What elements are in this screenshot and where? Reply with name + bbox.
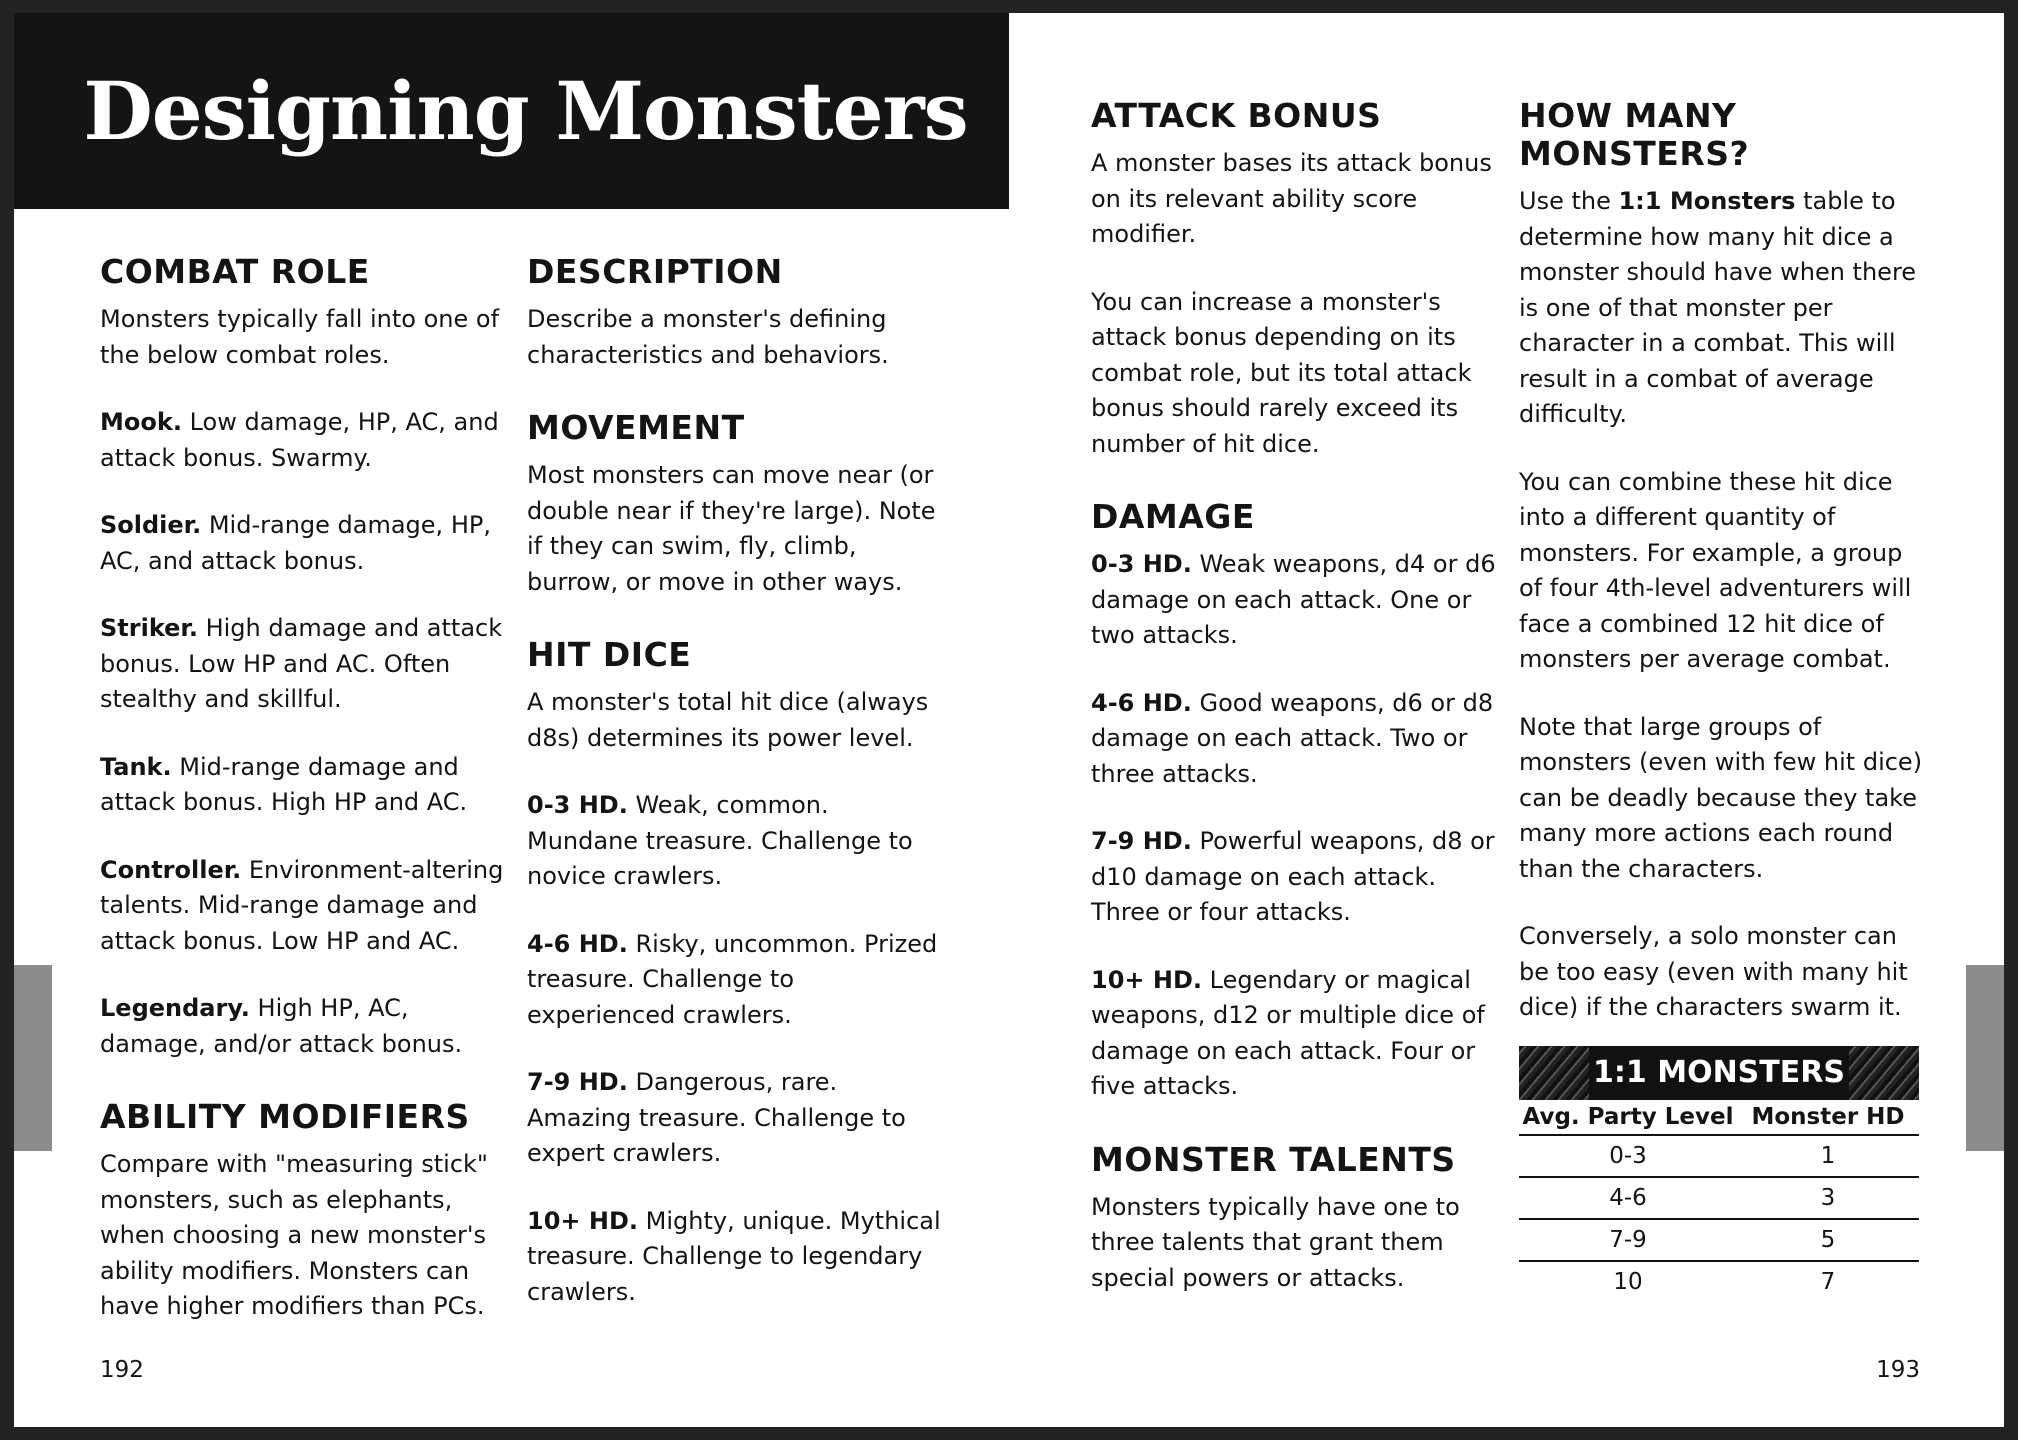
banner-texture [1519,1046,1589,1100]
page-title: Designing Monsters [83,64,968,158]
movement-heading: MOVEMENT [527,408,745,447]
damage-tier: 7-9 HD. Powerful weapons, d8 or d10 damage on each attack. Three or four attacks. [1091,827,1495,926]
right-page-number: 193 [1876,1357,1920,1383]
right-column-2 [1519,97,1929,1302]
role-item: Legendary. High HP, AC, damage, and/or attack bonus. [100,994,463,1058]
table-row [1519,1136,1919,1178]
damage-heading: DAMAGE [1091,497,1255,536]
monster-talents-text: Monsters typically have one to three talents that grant them special powers or attacks. [1091,1192,1460,1292]
monster-talents-heading: MONSTER TALENTS [1091,1139,1456,1179]
right-page [1009,13,2004,1427]
table-cell: 1 [1820,1142,1836,1169]
table-row [1519,1262,1919,1302]
combat-role-heading: COMBAT ROLE [100,252,370,291]
combat-role-intro: Monsters typically fall into one of the below combat roles. [100,305,500,369]
attack-bonus-text: A monster bases its attack bonus on its relevant ability score modifier. [1091,149,1492,248]
table-header-cell: Avg. Party Level [1522,1103,1734,1130]
role-item: Mook. Low damage, HP, AC, and attack bonus. Swarmy. [100,408,499,472]
table-cell: 4-6 [1609,1184,1647,1211]
table-cell: 7 [1820,1268,1836,1295]
right-thumb-tab [1966,965,2004,1151]
table-cell: 0-3 [1609,1142,1647,1169]
table-header-cell: Monster HD [1751,1103,1905,1130]
movement-text: Most monsters can move near (or double near if they're large). Note if they can swim, fly, climb, burrow, or move in other ways. [527,461,936,596]
ability-modifiers-heading: ABILITY MODIFIERS [100,1097,470,1136]
left-page-number: 192 [100,1357,144,1383]
how-many-text: Conversely, a solo monster can be too easy (even with many hit dice) if the characters swarm it. [1519,922,1908,1021]
hit-dice-heading: HIT DICE [527,635,692,674]
role-item: Soldier. Mid-range damage, HP, AC, and attack bonus. [100,511,491,575]
table-cell: 3 [1820,1184,1836,1211]
left-page [14,13,1009,1427]
description-text: Describe a monster's defining characteristics and behaviors. [527,305,889,369]
table-cell: 10 [1613,1268,1643,1295]
title-band [14,13,1009,209]
hit-dice-tier: 4-6 HD. Risky, uncommon. Prized treasure. Challenge to experienced crawlers. [527,929,938,1029]
table-title-banner [1519,1046,1919,1100]
ability-modifiers-text: Compare with "measuring stick" monsters, such as elephants, when choosing a new monster's ability modifiers. Monsters can have higher modifiers than PCs. [100,1150,488,1320]
hit-dice-tier: 10+ HD. Mighty, unique. Mythical treasure. Challenge to legendary crawlers. [527,1206,941,1306]
role-item: Striker. High damage and attack bonus. Low HP and AC. Often stealthy and skillful. [100,614,503,713]
table-row [1519,1178,1919,1220]
damage-tier: 4-6 HD. Good weapons, d6 or d8 damage on each attack. Two or three attacks. [1091,688,1494,788]
table-cell: 7-9 [1609,1226,1647,1253]
damage-tier: 10+ HD. Legendary or magical weapons, d12 or multiple dice of damage on each attack. Four or five attacks. [1091,965,1485,1100]
table-header-row [1519,1100,1919,1136]
banner-texture [1849,1046,1919,1100]
role-item: Tank. Mid-range damage and attack bonus. High HP and AC. [100,752,468,816]
attack-bonus-heading: ATTACK BONUS [1091,96,1382,135]
table-row [1519,1220,1919,1262]
monsters-table [1519,1046,1919,1302]
attack-bonus-text: You can increase a monster's attack bonus depending on its combat role, but its total attack bonus should rarely exceed its number of hit dice. [1091,287,1472,458]
table-cell: 5 [1820,1226,1836,1253]
role-item: Controller. Environment-altering talents. Mid-range damage and attack bonus. Low HP and AC. [100,855,504,955]
description-heading: DESCRIPTION [527,252,783,291]
how-many-text: You can combine these hit dice into a different quantity of monsters. For example, a group of four 4th-level adventurers will face a combined 12 hit dice of monsters per average combat. [1519,467,1912,673]
table-title: 1:1 MONSTERS [1593,1054,1845,1090]
how-many-text: Note that large groups of monsters (even with few hit dice) can be deadly because they take many more actions each round than the characters. [1519,712,1923,883]
left-thumb-tab [14,965,52,1151]
hit-dice-tier: 7-9 HD. Dangerous, rare. Amazing treasure. Challenge to expert crawlers. [527,1068,906,1167]
how-many-text: Use the 1:1 Monsters table to determine how many hit dice a monster should have when there is one of that monster per character in a combat. This will result in a combat of average difficulty. [1519,187,1917,428]
left-column-2 [527,253,947,1342]
hit-dice-tier: 0-3 HD. Weak, common. Mundane treasure. Challenge to novice crawlers. [527,791,913,890]
damage-tier: 0-3 HD. Weak weapons, d4 or d6 damage on each attack. One or two attacks. [1091,550,1496,649]
book-spread [14,13,2004,1427]
how-many-heading: HOW MANY MONSTERS? [1519,96,1750,173]
hit-dice-intro: A monster's total hit dice (always d8s) determines its power level. [527,688,929,752]
left-column-1 [100,253,520,1357]
right-column-1 [1091,97,1511,1328]
